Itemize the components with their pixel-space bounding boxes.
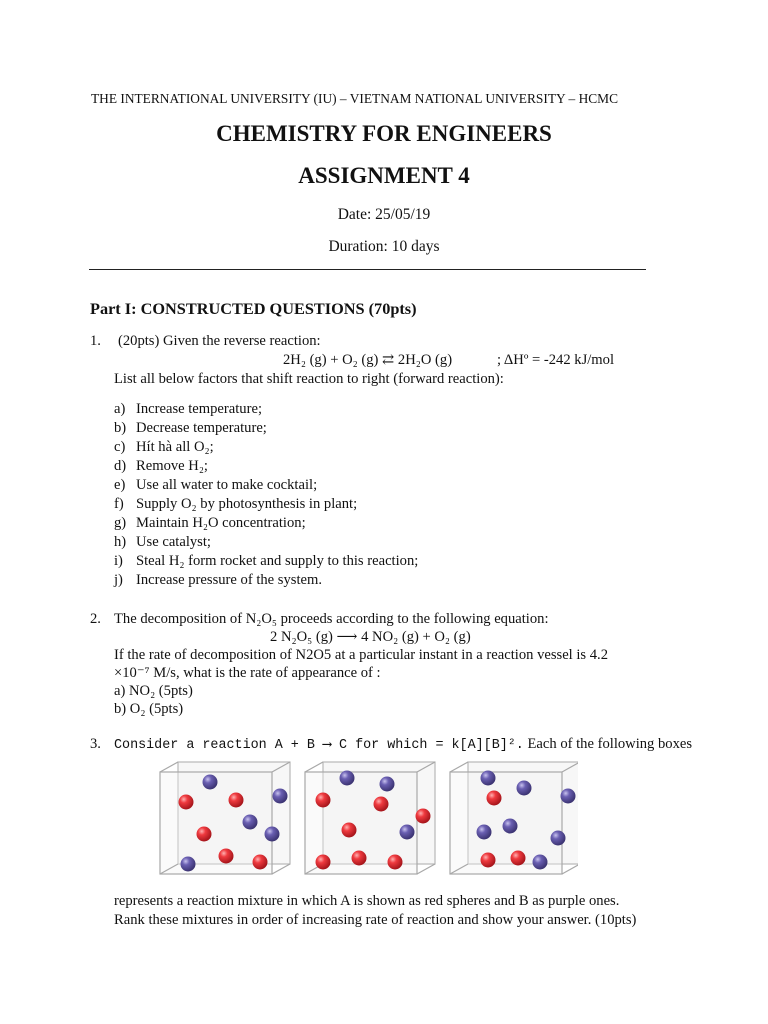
purple-sphere-B (481, 771, 496, 786)
option-letter: b) (114, 420, 127, 436)
course-title: CHEMISTRY FOR ENGINEERS (216, 121, 552, 146)
purple-sphere-B (533, 855, 548, 870)
option-text: Increase pressure of the system. (136, 572, 322, 588)
option-text: Maintain H₂O concentration; (136, 515, 306, 531)
subquestion-b: b) O₂ (5pts) (114, 701, 184, 717)
purple-sphere-B (380, 777, 395, 792)
box-edge (417, 864, 435, 874)
university-line: THE INTERNATIONAL UNIVERSITY (IU) – VIETNAM NATIONAL UNIVERSITY – HCMC (91, 91, 619, 106)
mixture-box-3 (450, 762, 578, 874)
question-text-line: If the rate of decomposition of N2O5 at a particular instant in a reaction vessel is 4.2 (114, 647, 609, 663)
red-sphere-A (197, 827, 212, 842)
question-intro: (20pts) Given the reverse reaction: (118, 333, 321, 349)
question-text-line: ×10⁻⁷ M/s, what is the rate of appearance of : (114, 665, 381, 681)
header-divider (89, 269, 646, 270)
option-text: Decrease temperature; (136, 420, 267, 436)
question-text-line: Rank these mixtures in order of increasing rate of reaction and show your answer. (10pts) (114, 912, 637, 928)
purple-sphere-B (400, 825, 415, 840)
red-sphere-A (229, 793, 244, 808)
option-letter: a) (114, 401, 126, 417)
mixture-box-1 (160, 762, 290, 874)
box-edge (160, 762, 178, 772)
purple-sphere-B (273, 789, 288, 804)
duration-line: Duration: 10 days (328, 238, 440, 255)
red-sphere-A (179, 795, 194, 810)
box-edge (450, 762, 468, 772)
option-text: Use catalyst; (136, 534, 211, 550)
option-text: Use all water to make cocktail; (136, 477, 318, 493)
subquestion-a: a) NO₂ (5pts) (114, 683, 193, 699)
red-sphere-A (219, 849, 234, 864)
question-intro: The decomposition of N₂O₅ proceeds according to the following equation: (114, 611, 549, 627)
red-sphere-A (374, 797, 389, 812)
red-sphere-A (481, 853, 496, 868)
option-letter: e) (114, 477, 126, 493)
purple-sphere-B (265, 827, 280, 842)
purple-sphere-B (243, 815, 258, 830)
option-letter: g) (114, 515, 127, 531)
question-prompt: List all below factors that shift reaction to right (forward reaction): (114, 371, 504, 387)
box-edge (272, 864, 290, 874)
red-sphere-A (253, 855, 268, 870)
option-text: Steal H₂ form rocket and supply to this reaction; (136, 553, 419, 569)
question-number: 2. (90, 611, 101, 627)
red-sphere-A (352, 851, 367, 866)
reaction-mixture-figure (158, 760, 578, 884)
question-intro (114, 735, 692, 755)
option-letter: h) (114, 534, 127, 550)
box-edge (305, 762, 323, 772)
purple-sphere-B (181, 857, 196, 872)
assignment-title: ASSIGNMENT 4 (298, 163, 470, 188)
purple-sphere-B (203, 775, 218, 790)
purple-sphere-B (561, 789, 576, 804)
question-text-line: represents a reaction mixture in which A is shown as red spheres and B as purple ones. (114, 893, 620, 909)
red-sphere-A (416, 809, 431, 824)
purple-sphere-B (477, 825, 492, 840)
mixture-box-2 (305, 762, 435, 874)
red-sphere-A (511, 851, 526, 866)
red-sphere-A (342, 823, 357, 838)
question-intro-tail: Each of the following boxes (523, 736, 693, 752)
red-sphere-A (487, 791, 502, 806)
option-letter: c) (114, 439, 126, 455)
purple-sphere-B (551, 831, 566, 846)
part-title: Part I: CONSTRUCTED QUESTIONS (70pts) (90, 299, 417, 318)
question-number: 1. (90, 333, 101, 349)
option-letter: j) (114, 572, 123, 588)
option-text: Increase temperature; (136, 401, 262, 417)
option-letter: f) (114, 496, 124, 512)
reaction-equation: 2H₂ (g) + O₂ (g) ⇄ 2H₂O (g) (283, 352, 453, 368)
purple-sphere-B (340, 771, 355, 786)
purple-sphere-B (517, 781, 532, 796)
question-intro-code: Consider a reaction A + B ⟶ C for which = k[A][B]². (114, 738, 524, 753)
red-sphere-A (316, 793, 331, 808)
decomposition-equation: 2 N₂O₅ (g) ⟶ 4 NO₂ (g) + O₂ (g) (270, 629, 471, 645)
option-text: Hít hà all O₂; (136, 439, 214, 455)
red-sphere-A (316, 855, 331, 870)
question-number: 3. (90, 736, 101, 752)
option-letter: i) (114, 553, 123, 569)
option-letter: d) (114, 458, 127, 474)
enthalpy-value: ; ΔHº = -242 kJ/mol (497, 352, 615, 368)
red-sphere-A (388, 855, 403, 870)
date-line: Date: 25/05/19 (337, 206, 431, 223)
option-text: Remove H₂; (136, 458, 208, 474)
option-text: Supply O₂ by photosynthesis in plant; (136, 496, 358, 512)
box-edge (562, 864, 578, 874)
purple-sphere-B (503, 819, 518, 834)
